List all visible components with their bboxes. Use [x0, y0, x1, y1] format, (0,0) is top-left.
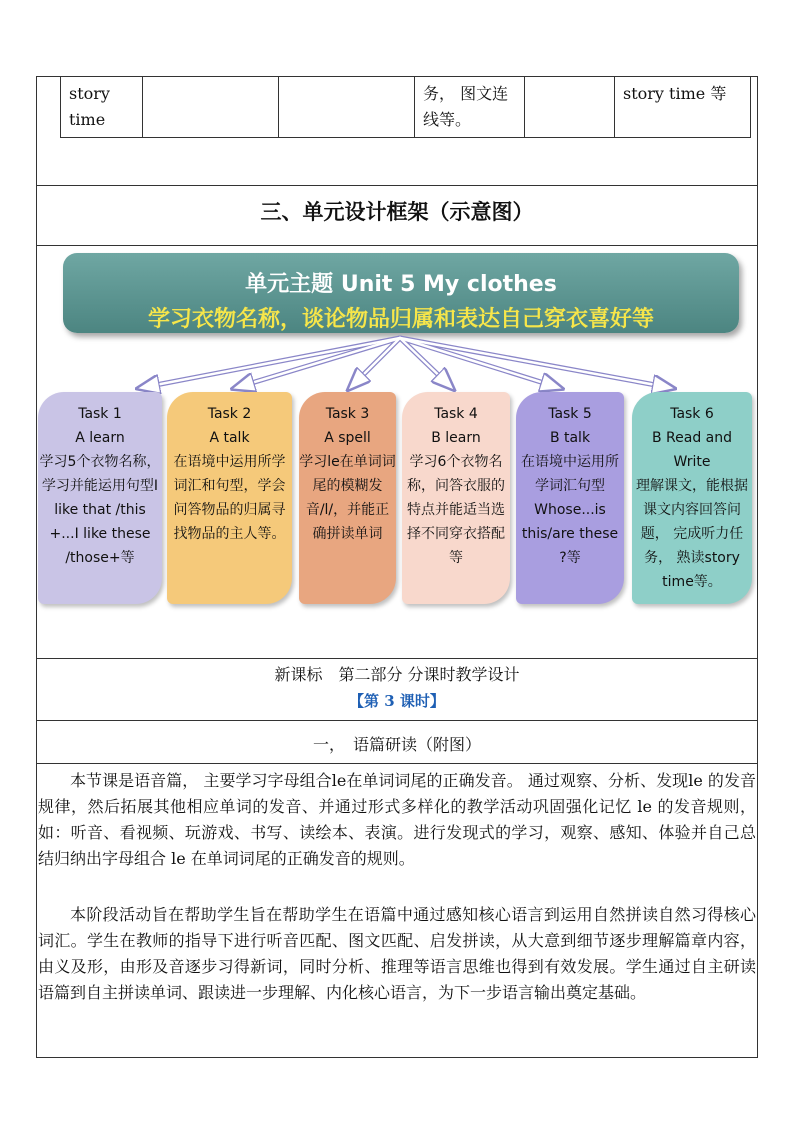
- top-table-cell-6: story time 等: [615, 77, 751, 138]
- top-table: [60, 76, 751, 138]
- task-4-title: Task 4: [434, 406, 478, 422]
- divider-2: [36, 245, 758, 246]
- divider-4: [36, 720, 758, 721]
- part2-heading: 新课标 第二部分 分课时教学设计: [274, 665, 520, 684]
- task-card-4: [402, 392, 510, 604]
- task-5-subtitle: B talk: [549, 430, 591, 446]
- task-3-subtitle: A spell: [324, 430, 371, 446]
- unit-theme-banner: [63, 253, 739, 333]
- task-2-body: 在语境中运用所学词汇和句型，学会问答物品的归属寻找物品的主人等。: [173, 454, 286, 542]
- banner-line-1: 单元主题 Unit 5 My clothes: [245, 272, 557, 297]
- top-table-cell-3: [279, 77, 415, 138]
- task-2-subtitle: A talk: [209, 430, 250, 446]
- task-card-2: [167, 392, 292, 604]
- task-4-body: 学习6个衣物名称，问答衣服的特点并能适当选择不同穿衣搭配等: [407, 454, 505, 566]
- banner-line-2: 学习衣物名称，谈论物品归属和表达自己穿衣喜好等: [147, 307, 654, 332]
- task-card-1: [38, 392, 162, 604]
- lesson-label: 【第 3 课时】: [349, 692, 445, 710]
- task-card-5: [516, 392, 624, 604]
- task-6-title: Task 6: [670, 406, 714, 422]
- divider-1: [36, 185, 758, 186]
- task-1-subtitle: A learn: [75, 430, 125, 446]
- divider-5: [36, 763, 758, 764]
- section-title: 三、单元设计框架（示意图）: [260, 200, 534, 224]
- task-3-body: 学习le在单词词尾的模糊发音/l/，并能正确拼读单词: [299, 454, 396, 542]
- top-table-cell-2: [143, 77, 279, 138]
- paragraph-2: 本阶段活动旨在帮助学生旨在帮助学生在语篇中通过感知核心语言到运用自然拼读自然习得核心词汇。学生在教师的指导下进行听音匹配、图文匹配、启发拼读，从大意到细节逐步理解篇章内容，由义及形，由形及音逐步习得新词，同时分析、推理等语言思维也得到有效发展。学生通过自主研读语篇到自主拼读单词、跟读进一步理解、内化核心语言，为下一步语言输出奠定基础。: [38, 905, 756, 1002]
- top-table-cell-5: [525, 77, 615, 138]
- divider-3: [36, 658, 758, 659]
- paragraph-1: 本节课是语音篇， 主要学习字母组合le在单词词尾的正确发音。 通过观察、分析、发现le 的发音规律，然后拓展其他相应单词的发音、并通过形式多样化的教学活动巩固强化记忆 le 的发音规则，如：听音、看视频、玩游戏、书写、读绘本、表演。进行发现式的学习，观察、感知、体验并自己总结归纳出字母组合 le 在单词词尾的正确发音的规则。: [38, 771, 756, 868]
- top-table-cell-4: 务， 图文连线等。: [415, 77, 525, 138]
- task-5-body: 在语境中运用所学词汇句型 Whose...is this/are these ?等: [521, 454, 619, 566]
- task-5-title: Task 5: [548, 406, 592, 422]
- task-2-title: Task 2: [207, 406, 252, 422]
- task-1-title: Task 1: [78, 406, 122, 422]
- task-3-title: Task 3: [325, 406, 370, 422]
- task-4-subtitle: B learn: [431, 430, 481, 446]
- task-card-6: [632, 392, 752, 604]
- task-1-body: 学习5个衣物名称，学习并能运用句型I like that /this +...I like these /those+等: [39, 454, 161, 566]
- task-6-subtitle: B Read and Write: [651, 430, 733, 470]
- analysis-title: 一， 语篇研读（附图）: [312, 735, 481, 754]
- top-table-cell-1: story time: [61, 77, 143, 138]
- task-card-3: [299, 392, 396, 604]
- task-6-body: 理解课文，能根据课文内容回答问题， 完成听力任务， 熟读story time等。: [636, 478, 748, 590]
